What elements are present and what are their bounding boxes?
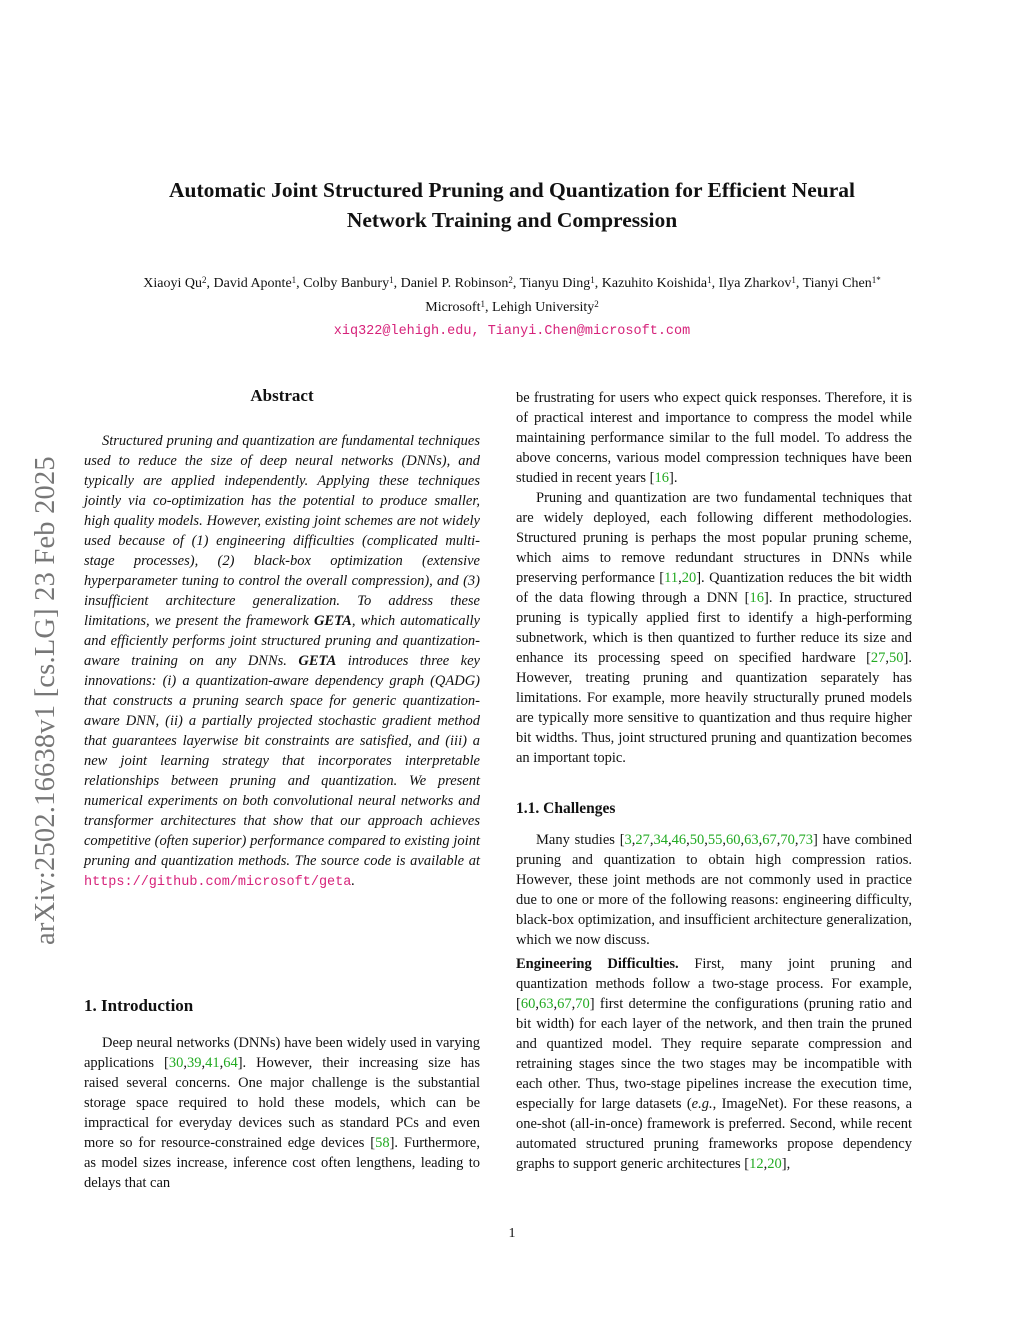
citation-link[interactable]: 67 — [762, 832, 777, 848]
right-paragraph-1: be frustrating for users who expect quick responses. Therefore, it is of practical interest and importance to compress the model while maintaining performance similar to the full model. To address the above concerns, various model compression techniques have been studied in recent years [16]. — [516, 390, 912, 486]
affiliation-name: Lehigh University$^2$ — [491, 299, 599, 315]
affiliations: Microsoft$^1$, Lehigh University$^2$ — [425, 299, 599, 315]
citation-link[interactable]: 67 — [557, 996, 572, 1012]
author-name: Xiaoyi Qu$^2$ — [143, 275, 207, 291]
title-line-2: Network Training and Compression — [346, 208, 678, 232]
right-paragraph-4: Engineering Difficulties. First, many joint pruning and quantization methods follow a two-stage process. For example, [60,63,67,70] first determine the configurations (pruning ratio and bit width) for each layer of the network, and then train the pruned and quantized model. They require separate compression and retraining stages since the two stages may be incompatible with each other. Thus, two-stage pipelines increase the execution time, especially for large datasets (e.g., ImageNet). For these reasons, a one-shot (all-in-once) framework is preferred. Second, while recent automated structured pruning frameworks propose dependency graphs to support generic architectures [12,20], — [516, 956, 913, 1172]
title-line-1: Automatic Joint Structured Pruning and Quantization for Efficient Neural — [168, 178, 855, 202]
intro-paragraph: Deep neural networks (DNNs) have been widely used in varying applications [30,39,41,64]. However, their increasing size has raised several concerns. One major challenge is the substantial storage space required to hold these models, which can be impractical for everyday devices such as standard PCs and even more so for resource-constrained edge devices [58]. Furthermore, as model sizes increase, inference cost often lengthens, leading to delays that can — [84, 1035, 480, 1191]
citation-link[interactable]: 3 — [624, 832, 632, 848]
citation-link[interactable]: 34 — [653, 832, 669, 848]
section-heading-introduction: 1. Introduction — [84, 996, 194, 1015]
author-name: Tianyu Ding$^1$ — [519, 275, 595, 291]
author-name: Daniel P. Robinson$^2$ — [400, 275, 513, 291]
affiliation-marker: 2 — [594, 299, 599, 309]
author-list: Xiaoyi Qu$^2$, David Aponte$^1$, Colby Banbury$^1$, Daniel P. Robinson$^2$, Tianyu Ding$^1$, Kazuhito Koishida$^1$, Ilya Zharkov$^1$, Tianyi Chen$^{1*}$ — [143, 275, 881, 291]
citation-link[interactable]: 11 — [664, 570, 679, 586]
affiliation-marker: 1 — [590, 275, 595, 285]
affiliation-marker: 1* — [871, 275, 881, 285]
citation-link[interactable]: 63 — [538, 996, 554, 1012]
affiliation-marker: 2 — [508, 275, 513, 285]
affiliation-name: Microsoft$^1$ — [425, 299, 485, 315]
arxiv-stamp: arXiv:2502.16638v1 [cs.LG] 23 Feb 2025 — [30, 456, 61, 945]
citation-link[interactable]: 16 — [654, 470, 670, 486]
citation-link[interactable]: 60 — [726, 832, 741, 848]
citation-link[interactable]: 46 — [671, 832, 687, 848]
citation-link[interactable]: 16 — [749, 590, 764, 606]
subsection-heading-challenges: 1.1. Challenges — [516, 800, 616, 817]
right-paragraph-3: Many studies [3,27,34,46,50,55,60,63,67,70,73] have combined pruning and quantization to obtain high compression ratios. However, these joint methods are not commonly used in practice due to one or more of the following reasons: engineering difficulty, black-box optimization, and insufficient architecture generalization, which we now discuss. — [516, 832, 912, 948]
citation-link[interactable]: 60 — [520, 996, 536, 1012]
page-number: 1 — [508, 1226, 516, 1241]
citation-link[interactable]: 64 — [223, 1055, 238, 1071]
citation-link[interactable]: 12 — [749, 1156, 764, 1172]
source-code-link[interactable]: https://github.com/microsoft/geta — [84, 875, 352, 890]
paper-title — [90, 175, 934, 235]
citation-link[interactable]: 70 — [575, 996, 590, 1012]
citation-link[interactable]: 63 — [744, 832, 759, 848]
affiliation-marker: 1 — [291, 275, 297, 285]
citation-link[interactable]: 27 — [635, 832, 650, 848]
citation-link[interactable]: 39 — [186, 1055, 202, 1071]
citation-link[interactable]: 30 — [168, 1055, 184, 1071]
paragraph-run-in-heading: Engineering Difficulties. — [516, 956, 679, 972]
right-paragraph-2: Pruning and quantization are two fundamental techniques that are widely deployed, each following different methodologies. Structured pruning is perhaps the most popular pruning scheme, which aims to remove redundant structures in DNNs while preserving performance [11,20]. Quantization reduces the bit width of the data flowing through a DNN [16]. In practice, structured pruning is typically applied first to identify a high-performing subnetwork, which is then quantized to further reduce its size and enhance its processing speed on specified hardware [27,50]. However, treating pruning and quantization separately has limitations. For example, more heavily structurally pruned models are typically more sensitive to quantization and thus require higher bit widths. Thus, joint structured pruning and quantization becomes an important topic. — [516, 490, 913, 766]
affiliation-marker: 2 — [202, 275, 207, 285]
affiliation-marker: 1 — [791, 275, 796, 285]
citation-link[interactable]: 50 — [889, 650, 904, 666]
citation-link[interactable]: 20 — [681, 570, 697, 586]
citation-link[interactable]: 20 — [767, 1156, 782, 1172]
author-name: Colby Banbury$^1$ — [303, 275, 394, 291]
author-name: Kazuhito Koishida$^1$ — [601, 275, 712, 291]
citation-link[interactable]: 27 — [870, 650, 886, 666]
citation-link[interactable]: 55 — [707, 832, 723, 848]
citation-link[interactable]: 58 — [375, 1135, 390, 1151]
affiliation-marker: 1 — [707, 275, 712, 285]
citation-link[interactable]: 50 — [689, 832, 705, 848]
affiliation-marker: 1 — [389, 275, 394, 285]
citation-link[interactable]: 73 — [798, 832, 814, 848]
affiliation-marker: 1 — [480, 299, 485, 309]
author-name: Tianyi Chen$^{1*}$ — [802, 275, 881, 291]
citation-link[interactable]: 70 — [780, 832, 795, 848]
author-name: David Aponte$^1$ — [213, 275, 297, 291]
author-emails[interactable]: xiq322@lehigh.edu, Tianyi.Chen@microsoft.com — [333, 324, 691, 339]
author-name: Ilya Zharkov$^1$ — [718, 275, 796, 291]
citation-link[interactable]: 41 — [205, 1055, 220, 1071]
abstract-text: Structured pruning and quantization are fundamental techniques used to reduce the size of deep neural networks (DNNs), and typically are applied independently. Applying these techniques jointly via co-optimization has the potential to produce smaller, high quality models. However, existing joint schemes are not widely used because of (1) engineering difficulties (complicated multi-stage processes), (2) black-box optimization (extensive hyperparameter tuning to control the overall compression), and (3) insufficient architecture generalization. To address these limitations, we present the framework GETA, which automatically and efficiently performs joint structured pruning and quantization-aware training on any DNNs. GETA introduces three key innovations: (i) a quantization-aware dependency graph (QADG) that constructs a pruning search space for generic quantization-aware DNN, (ii) a partially projected stochastic gradient method that guarantees layerwise bit constraints are satisfied, and (iii) a new joint learning strategy that incorporates interpretable relationships between pruning and quantization. We present numerical experiments on both convolutional neural networks and transformer architectures that show that our approach achieves competitive (often superior) performance compared to existing joint pruning and quantization methods. The source code is available at https://github.com/microsoft/geta. — [84, 433, 480, 890]
abstract-heading: Abstract — [250, 386, 314, 405]
